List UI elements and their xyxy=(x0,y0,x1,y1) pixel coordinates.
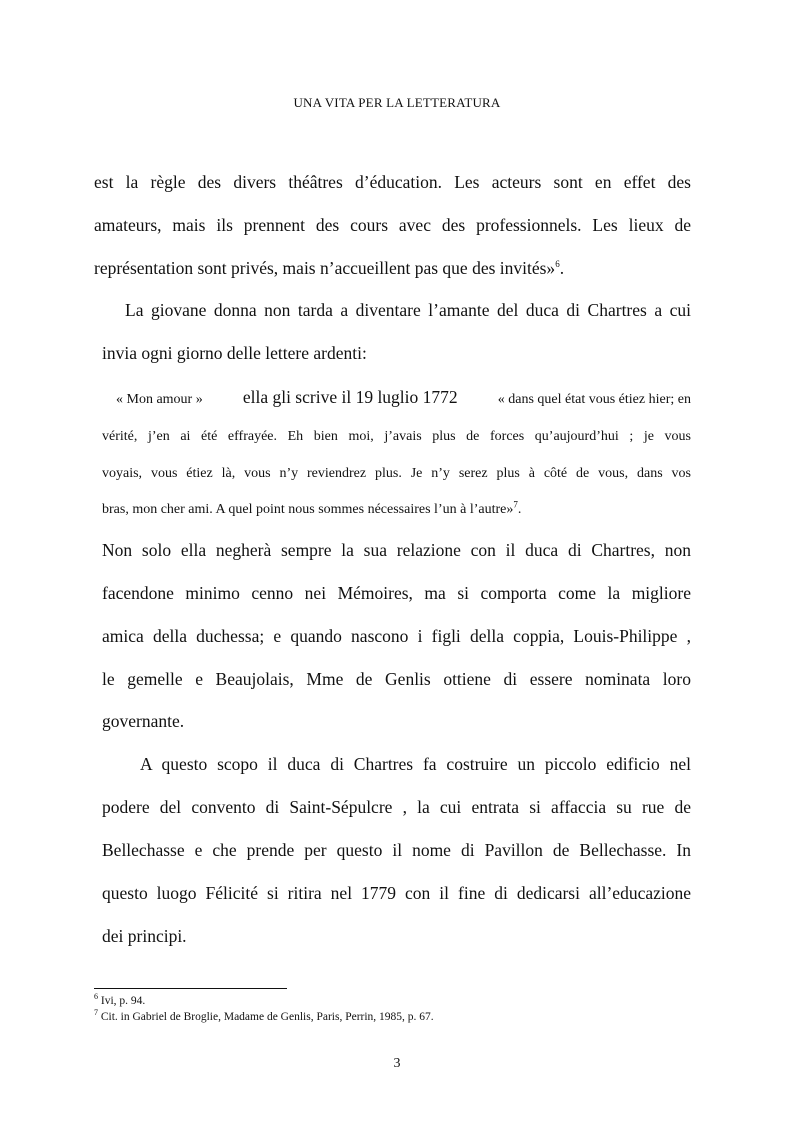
footnote-6 xyxy=(94,992,146,1007)
quote-intro: ella gli scrive il 19 luglio 1772 xyxy=(242,387,458,407)
footnote-ref-7[interactable]: 7 xyxy=(513,499,518,510)
running-header: UNA VITA PER LA LETTERATURA xyxy=(293,95,501,110)
quote-start: « dans quel état vous étiez hier; en xyxy=(497,392,691,407)
footnote-6-text: Ivi, p. 94. xyxy=(98,995,146,1007)
quote-line-4 xyxy=(102,499,522,518)
p3-line-1: Non solo ella negherà sempre la sua relazione con il duca di Chartres, non xyxy=(102,540,691,560)
quote-line-4-end: . xyxy=(517,502,522,517)
quote-line-3: voyais, vous étiez là, vous n’y reviendrez plus. Je n’y serez plus à côté de vous, dans vos xyxy=(102,466,691,481)
footnote-7 xyxy=(94,1008,434,1023)
quote-open: « Mon amour » xyxy=(116,392,203,407)
p4-line-3: Bellechasse e che prende per questo il nome di Pavillon de Bellechasse. In xyxy=(102,840,691,860)
footnote-7-text: Cit. in Gabriel de Broglie, Madame de Genlis, Paris, Perrin, 1985, p. 67. xyxy=(98,1011,434,1023)
footnote-ref-6[interactable]: 6 xyxy=(555,259,560,270)
p4-line-4: questo luogo Félicité si ritira nel 1779 con il fine di dedicarsi all’educazione xyxy=(102,883,691,903)
footnote-separator xyxy=(94,988,287,989)
p4-line-5: dei principi. xyxy=(102,926,187,946)
p1-line-3 xyxy=(94,258,564,279)
p1-line-1: est la règle des divers théâtres d’éducation. Les acteurs sont en effet des xyxy=(94,172,691,192)
p2-line-2: invia ogni giorno delle lettere ardenti: xyxy=(102,343,367,363)
quote-line-2: vérité, j’en ai été effrayée. Eh bien moi, j’avais plus de forces qu’aujourd’hui ; je vous xyxy=(102,429,691,444)
quote-line-4-text: bras, mon cher ami. A quel point nous sommes nécessaires l’un à l’autre» xyxy=(102,502,514,517)
quote-line-1 xyxy=(116,387,691,408)
footnote-7-number: 7 xyxy=(94,1008,98,1018)
footnote-6-number: 6 xyxy=(94,992,98,1002)
p1-line-3-end: . xyxy=(559,258,565,278)
p3-line-2: facendone minimo cenno nei Mémoires, ma si comporta come la migliore xyxy=(102,583,691,603)
p2-line-1: La giovane donna non tarda a diventare l’amante del duca di Chartres a cui xyxy=(125,300,691,320)
p4-line-2: podere del convento di Saint-Sépulcre , la cui entrata si affaccia su rue de xyxy=(102,797,691,817)
p3-line-5: governante. xyxy=(102,711,185,731)
p1-line-2: amateurs, mais ils prennent des cours avec des professionnels. Les lieux de xyxy=(94,215,691,235)
p3-line-4: le gemelle e Beaujolais, Mme de Genlis ottiene di essere nominata loro xyxy=(102,669,691,689)
page-number: 3 xyxy=(393,1056,401,1071)
p4-line-1: A questo scopo il duca di Chartres fa costruire un piccolo edificio nel xyxy=(140,754,691,774)
p3-line-3: amica della duchessa; e quando nascono i figli della coppia, Louis-Philippe , xyxy=(102,626,691,646)
p1-line-3-text: représentation sont privés, mais n’accueillent pas que des invités» xyxy=(94,258,556,278)
